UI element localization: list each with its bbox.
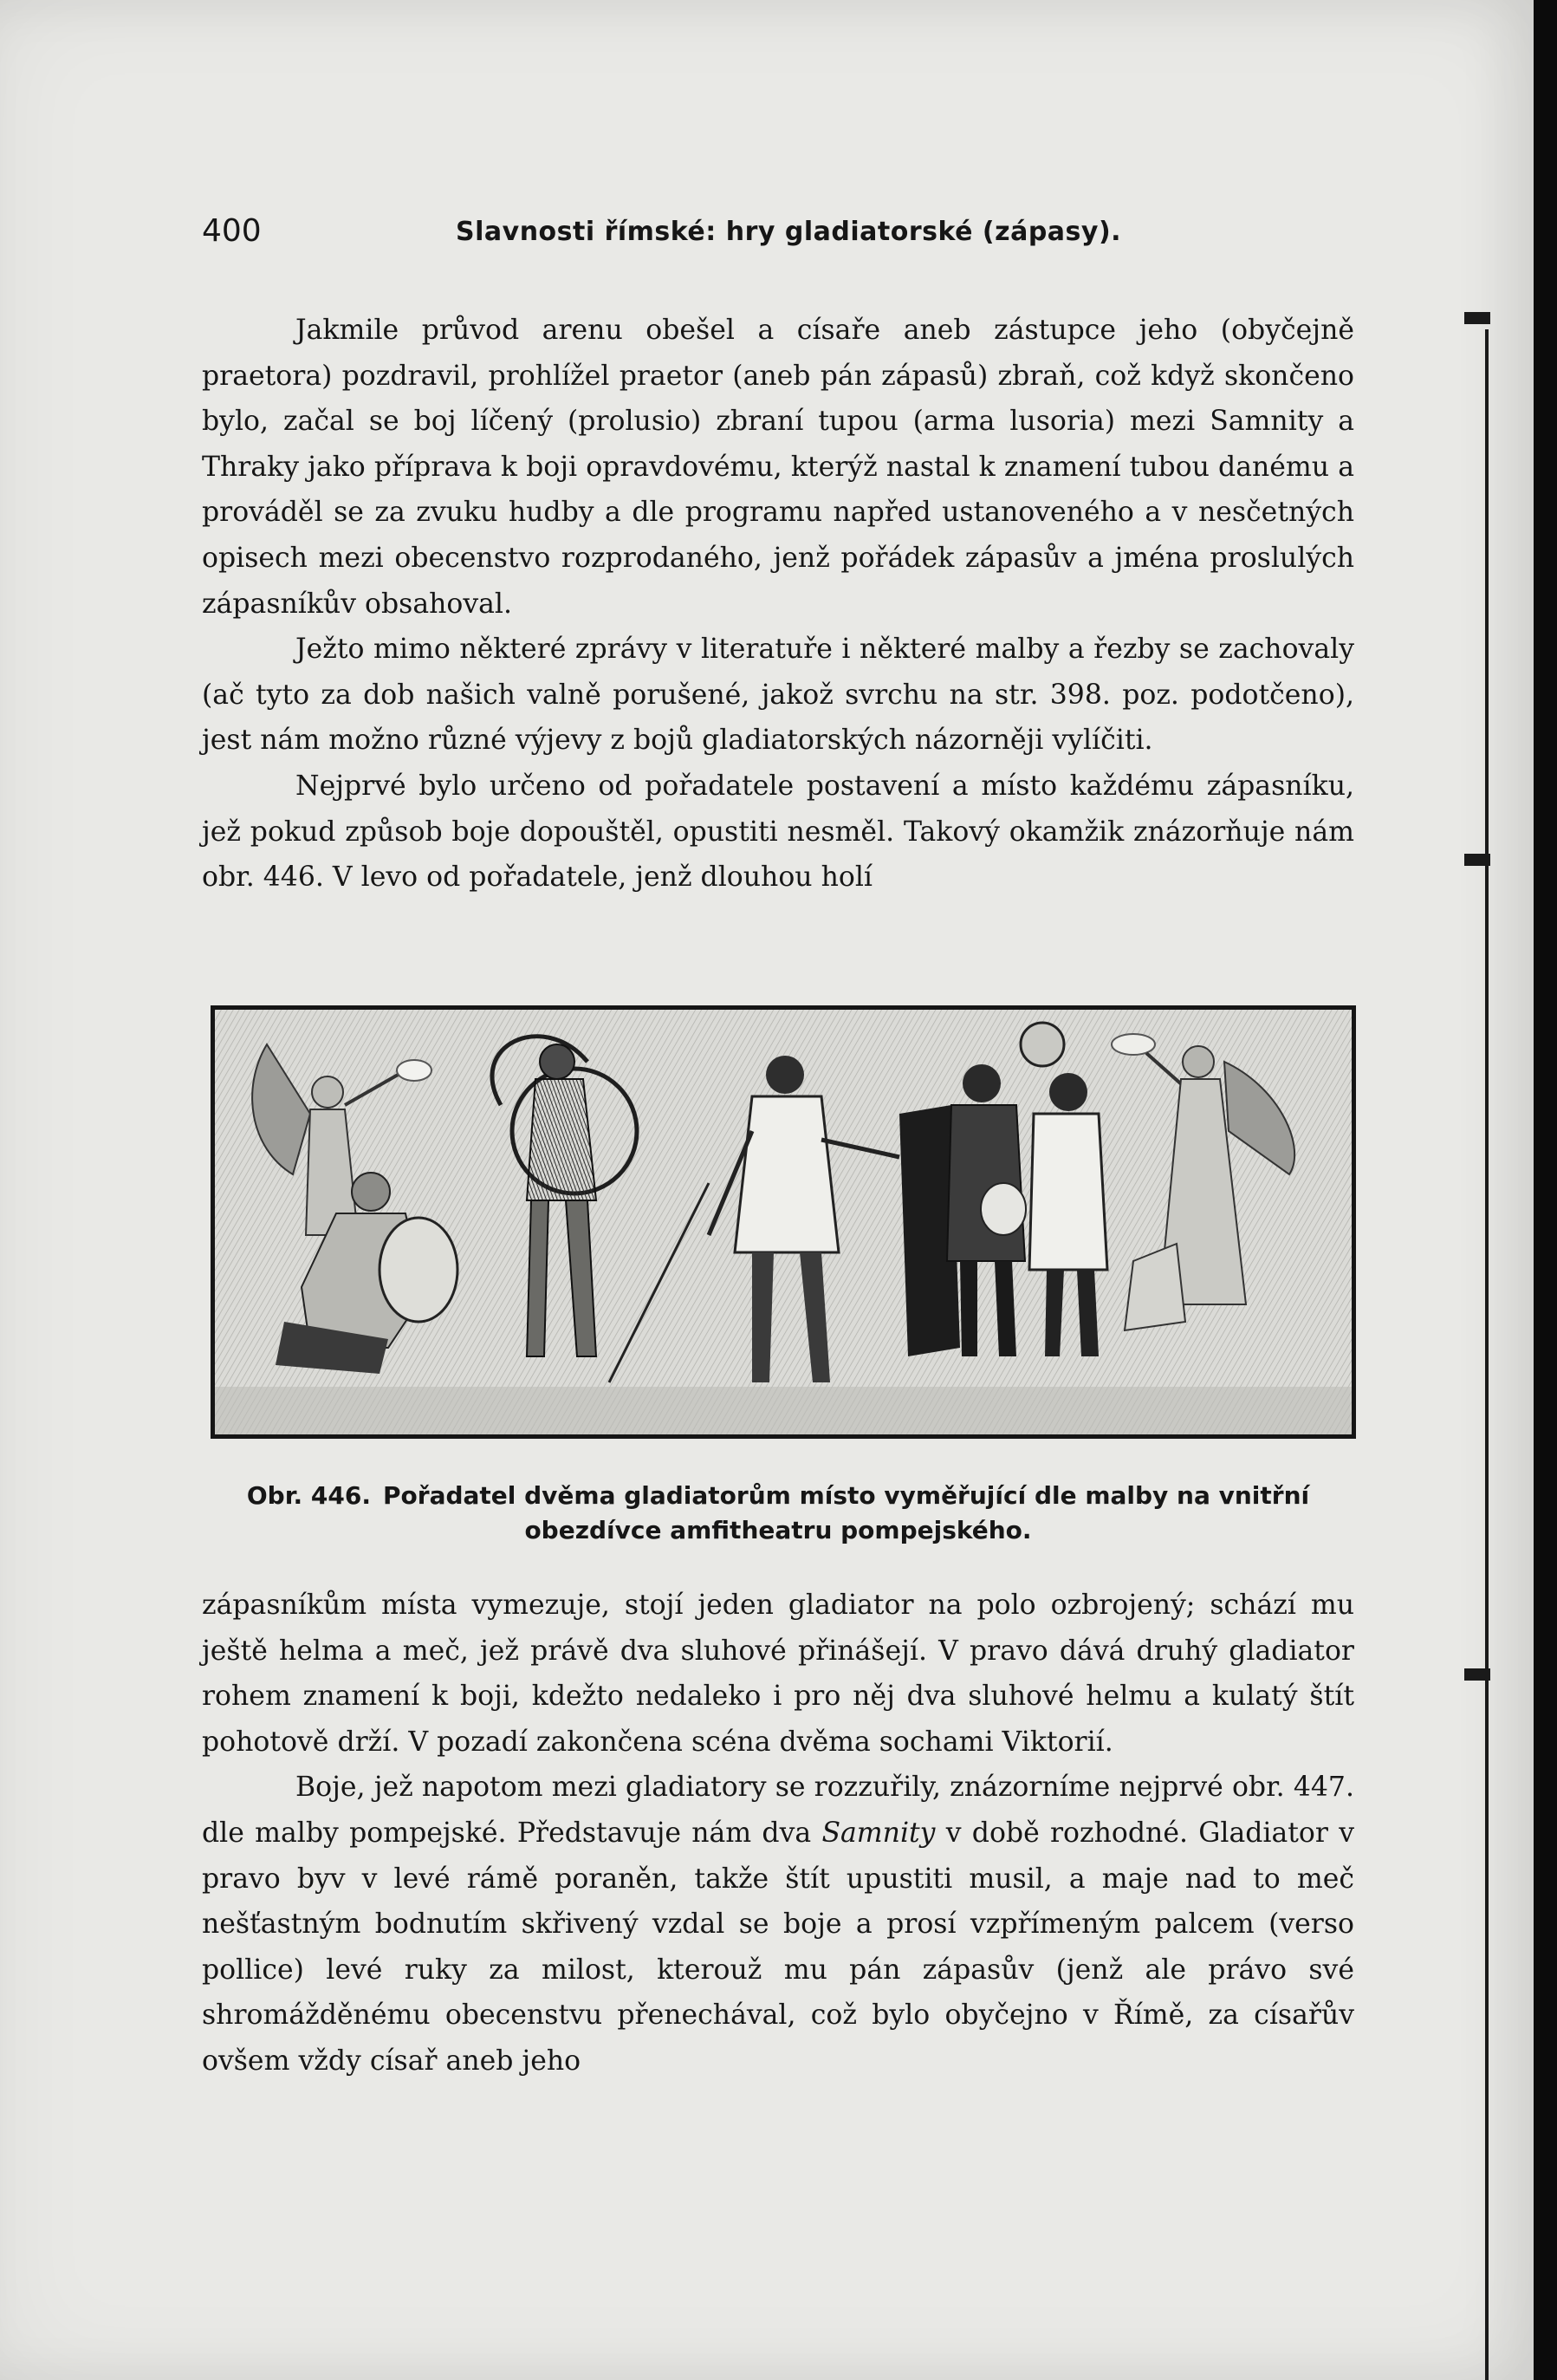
figure-label: Obr. 446. (246, 1481, 371, 1510)
page-edge-mark (1464, 312, 1490, 324)
body-text-top (202, 308, 1354, 901)
fresco-illustration (215, 1010, 1352, 1434)
page-edge-mark (1464, 854, 1490, 866)
paragraph (202, 1765, 1354, 2084)
paragraph: Nejprvé bylo určeno od pořadatele postavení a místo každému zápasníku, jež pokud způsob boje dopouštěl, opustiti nesměl. Takový okamžik znázorňuje nám obr. 446. V levo od pořadatele, jenž dlouhou holí (202, 770, 1354, 894)
paragraph: Jakmile průvod arenu obešel a císaře aneb zástupce jeho (obyčejně praetora) pozdravil, prohlížel praetor (aneb pán zápasů) zbraň, což když skončeno bylo, začal se boj líčený (prolusio) zbraní tupou (arma lusoria) mezi Samnity a Thraky jako příprava k boji opravdovému, kterýž nastal k znamení tubou danému a prováděl se za zvuku hudby a dle programu napřed ustanoveného a v nesčetných opisech mezi obecenstvo rozprodaného, jenž pořádek zápasův a jména proslulých zápasníkův obsahoval. (202, 315, 1354, 620)
paragraph: Ježto mimo některé zprávy v literatuře i některé malby a řezby se zachovaly (ač tyto za dob našich valně porušené, jakož svrchu na str. 398. poz. podotčeno), jest nám možno různé výjevy z bojů gladiatorských názorněji vylíčiti. (202, 634, 1354, 757)
emphasis-term: Samnity (821, 1817, 936, 1849)
paragraph-continuation: zápasníkům místa vymezuje, stojí jeden gladiator na polo ozbrojený; schází mu ještě helma a meč, jež právě dva sluhové přinášejí. V pravo dává druhý gladiator rohem znamení k boji, kdežto nedaleko i pro něj dva sluhové helmu a kulatý štít pohotově drží. V pozadí zakončena scéna dvěma sochami Viktorií. (202, 1590, 1354, 1758)
caption-text: Pořadatel dvěma gladiatorům místo vyměřující dle malby na vnitřní obezdívce amfitheatru pompejského. (383, 1481, 1310, 1544)
figure-illustration (211, 1005, 1356, 1439)
body-text-bottom (202, 1583, 1354, 2084)
figure-caption (202, 1479, 1354, 1548)
paragraph-text: Boje, jež napotom mezi gladiatory se rozzuřily, znázorníme nejprvé obr. 447. dle malby pompejské. Představuje nám dva (202, 1772, 1354, 1849)
page-number: 400 (202, 213, 262, 249)
page-edge-mark (1464, 1668, 1490, 1681)
running-head (202, 213, 1354, 257)
running-title: Slavnosti římské: hry gladiatorské (zápasy). (456, 217, 1122, 247)
paragraph-text: v době rozhodné. Gladiator v pravo byv v levé rámě poraněn, takže štít upustiti musil, a maje nad to meč nešťastným bodnutím skřivený vzdal se boje a prosí vzpřímeným palcem (verso pollice) levé ruky za milost, kterouž mu pán zápasův (jenž ale právo své shromážděnému obecenstvu přenechával, což bylo obyčejno v Římě, za císařův ovšem vždy císař aneb jeho (202, 1817, 1354, 2077)
page-edge-shadow (1485, 329, 1489, 2380)
